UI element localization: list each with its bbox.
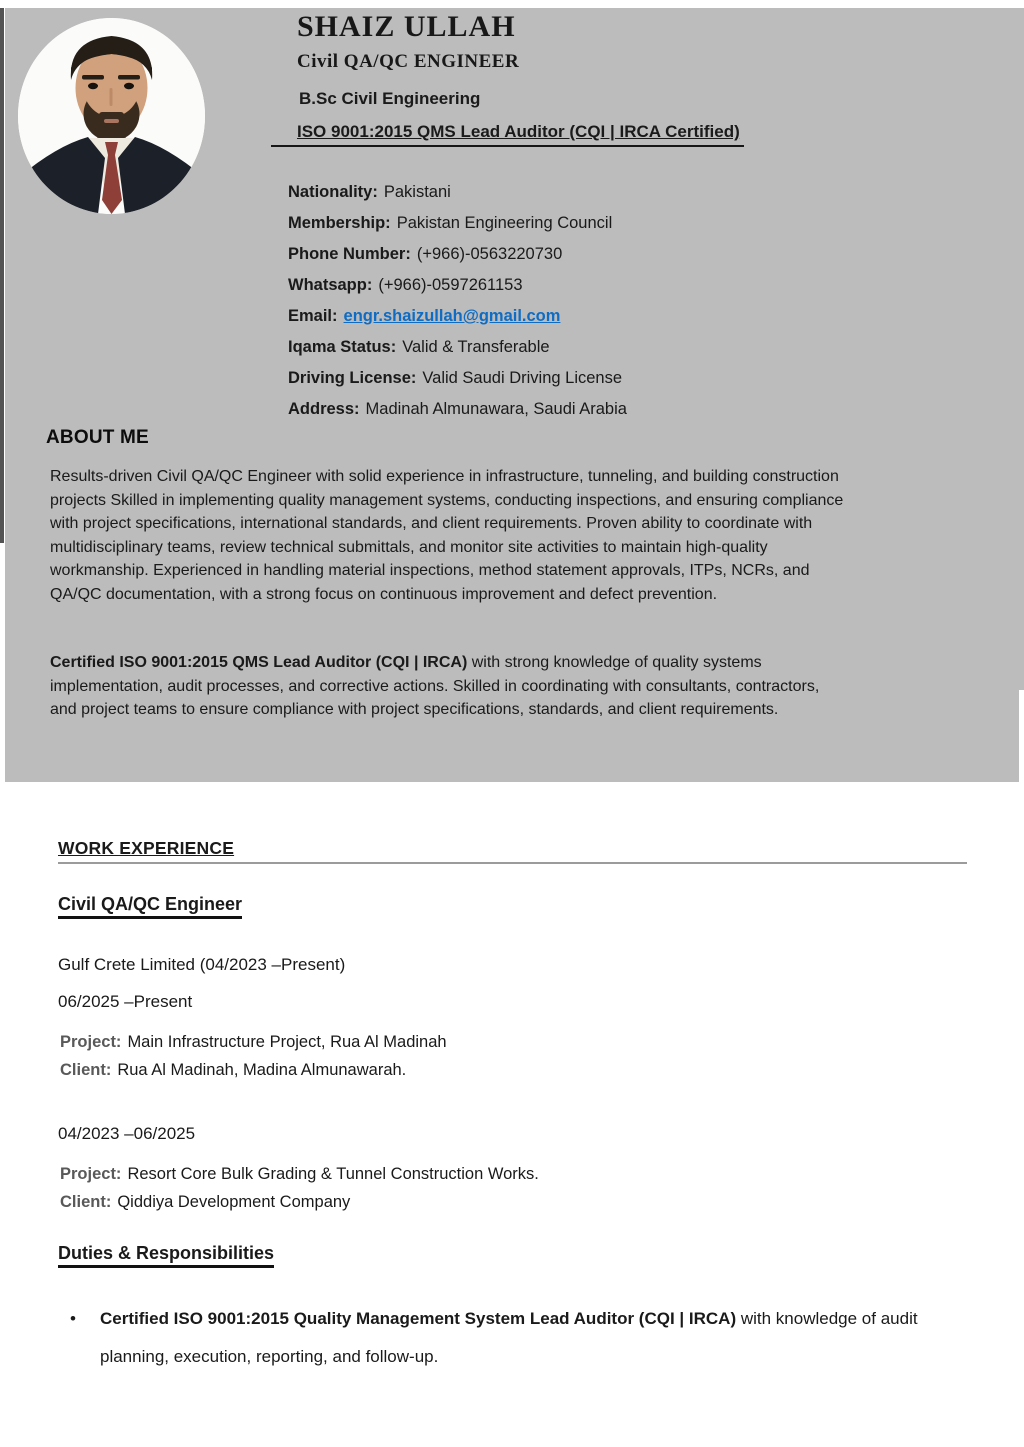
about-paragraph-2-bold: Certified ISO 9001:2015 QMS Lead Auditor (CQI | IRCA) [50, 654, 468, 671]
portrait-illustration [18, 18, 205, 214]
contact-nationality: Nationality: Pakistani [288, 183, 451, 201]
candidate-job-title: Civil QA/QC ENGINEER [297, 51, 520, 72]
candidate-name: SHAIZ ULLAH [297, 10, 516, 43]
page-edge-notch [1019, 690, 1024, 782]
period-2-details [60, 1160, 539, 1216]
period-1-dates: 06/2025 –Present [58, 992, 193, 1011]
contact-driving-license: Driving License: Valid Saudi Driving License [288, 369, 623, 387]
contact-iqama-status: Iqama Status: Valid & Transferable [288, 338, 550, 356]
contact-whatsapp: Whatsapp: (+966)-0597261153 [288, 276, 523, 294]
contact-email: Email: engr.shaizullah@gmail.com [288, 307, 561, 325]
contact-membership: Membership: Pakistan Engineering Council [288, 214, 613, 232]
role-heading: Civil QA/QC Engineer [58, 894, 242, 919]
duty-list-item [70, 1300, 960, 1376]
contact-list [288, 177, 627, 425]
duty-text-rest: with knowledge of audit planning, execution, reporting, and follow-up. [100, 1309, 918, 1366]
duty-text-bold: Certified ISO 9001:2015 Quality Management System Lead Auditor (CQI | IRCA) [100, 1309, 737, 1328]
duty-text [100, 1300, 960, 1376]
period-1-details [60, 1028, 447, 1084]
project-row: Project: Main Infrastructure Project, Rua Al Madinah [60, 1033, 447, 1051]
work-experience-heading: WORK EXPERIENCE [58, 838, 967, 864]
contact-phone: Phone Number: (+966)-0563220730 [288, 245, 563, 263]
about-paragraph-1: Results-driven Civil QA/QC Engineer with solid experience in infrastructure, tunneling, and building construction projects Skilled in implementing quality management systems, conducting inspections, and ensuring compliance with project specifications, international standards, and client requirements. Proven ability to coordinate with multidisciplinary teams, review technical submittals, and monitor site activities to maintain high-quality workmanship. Experienced in handling material inspections, method statement approvals, ITPs, NCRs, and QA/QC documentation, with a strong focus on continuous improvement and defect prevention. [50, 468, 844, 603]
period-2-dates: 04/2023 –06/2025 [58, 1124, 196, 1143]
degree-line: B.Sc Civil Engineering [299, 89, 481, 108]
duties-heading: Duties & Responsibilities [58, 1243, 274, 1268]
scrollbar-strip [0, 8, 4, 543]
client-row: Client: Rua Al Madinah, Madina Almunawarah. [60, 1061, 407, 1079]
about-me-heading: ABOUT ME [46, 427, 149, 448]
about-paragraph-2-rest: with strong knowledge of quality systems implementation, audit processes, and corrective actions. Skilled in coordinating with consultants, contractors, and project teams to ensure compliance with project specifications, standards, and client requirements. [50, 654, 820, 718]
profile-photo [18, 18, 205, 214]
about-paragraph-2 [50, 651, 845, 722]
email-link[interactable]: engr.shaizullah@gmail.com [343, 307, 561, 325]
contact-address: Address: Madinah Almunawara, Saudi Arabia [288, 400, 627, 418]
company-line: Gulf Crete Limited (04/2023 –Present) [58, 955, 346, 974]
certification-line: ISO 9001:2015 QMS Lead Auditor (CQI | IRCA Certified) [271, 122, 744, 147]
client-row: Client: Qiddiya Development Company [60, 1193, 351, 1211]
project-row: Project: Resort Core Bulk Grading & Tunnel Construction Works. [60, 1165, 539, 1183]
bullet-marker: • [70, 1309, 76, 1328]
